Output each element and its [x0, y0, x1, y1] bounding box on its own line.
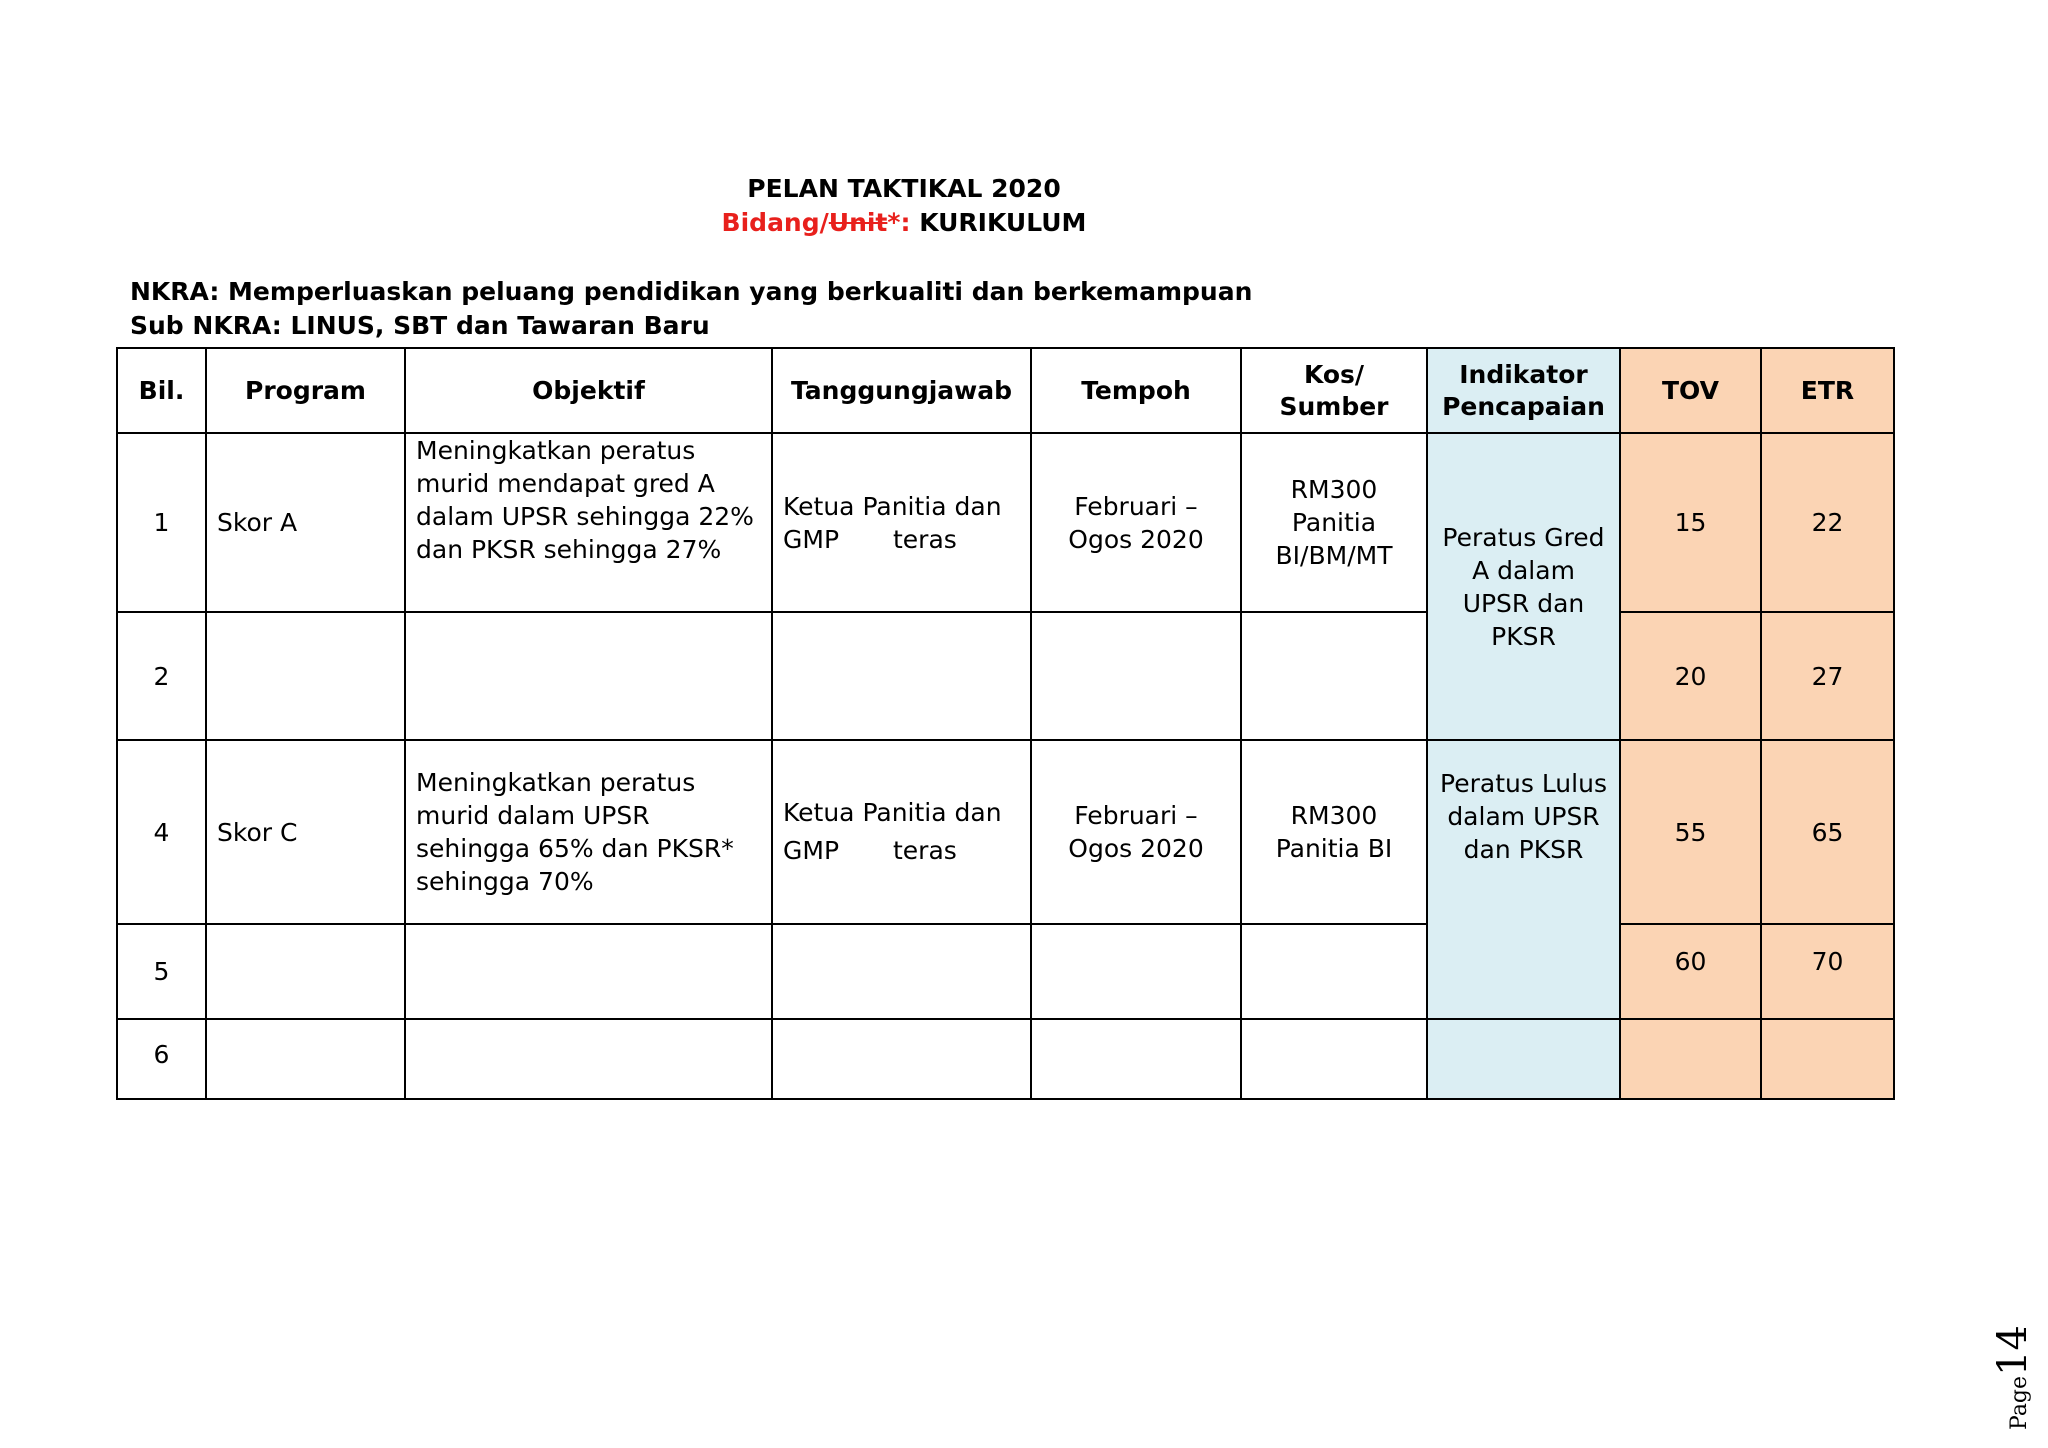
resp-gmp: GMP	[783, 524, 840, 554]
resp-gmp: GMP	[783, 836, 840, 865]
header-kos-sumber	[1241, 348, 1427, 433]
cell-program	[206, 924, 405, 1019]
table-header-row	[117, 348, 1894, 433]
table-row	[117, 612, 1894, 740]
cell-objektif	[405, 924, 772, 1019]
subtitle-value: KURIKULUM	[919, 208, 1087, 237]
cell-tempoh: Februari – Ogos 2020	[1031, 433, 1241, 612]
cell-tanggungjawab	[772, 924, 1031, 1019]
cell-tanggungjawab	[772, 612, 1031, 740]
table-row	[117, 924, 1894, 1019]
cell-bil: 6	[117, 1019, 206, 1099]
nkra-block	[130, 275, 1252, 343]
cell-tempoh	[1031, 924, 1241, 1019]
cell-kos	[1241, 612, 1427, 740]
header-indikator-line1: Indikator	[1459, 359, 1588, 389]
resp-line1: Ketua Panitia dan	[783, 491, 1002, 521]
cell-bil: 4	[117, 740, 206, 924]
cell-objektif	[405, 612, 772, 740]
cell-program: Skor A	[206, 433, 405, 612]
cell-objektif	[405, 1019, 772, 1099]
cell-objektif: Meningkatkan peratus murid mendapat gred A dalam UPSR sehingga 22% dan PKSR sehingga 27%	[405, 433, 772, 612]
page-number	[1990, 1270, 2036, 1430]
cell-indikator: Peratus Gred A dalam UPSR dan PKSR	[1427, 433, 1620, 740]
cell-tov	[1620, 1019, 1761, 1099]
cell-tanggungjawab	[772, 1019, 1031, 1099]
page-subtitle	[0, 206, 1808, 240]
page-number-value: 14	[1990, 1325, 2036, 1376]
cell-tanggungjawab	[772, 740, 1031, 924]
cell-etr: 65	[1761, 740, 1894, 924]
cell-bil: 5	[117, 924, 206, 1019]
cell-bil: 1	[117, 433, 206, 612]
cell-tov: 20	[1620, 612, 1761, 740]
header-kos-line1: Kos/	[1303, 359, 1365, 389]
cell-tempoh	[1031, 612, 1241, 740]
table-row	[117, 740, 1894, 924]
cell-kos	[1241, 924, 1427, 1019]
cell-bil: 2	[117, 612, 206, 740]
cell-etr	[1761, 1019, 1894, 1099]
cell-kos	[1241, 1019, 1427, 1099]
header-objektif: Objektif	[405, 348, 772, 433]
cell-program: Skor C	[206, 740, 405, 924]
cell-indikator: Peratus Lulus dalam UPSR dan PKSR	[1427, 740, 1620, 1019]
cell-etr: 27	[1761, 612, 1894, 740]
sub-nkra-line: Sub NKRA: LINUS, SBT dan Tawaran Baru	[130, 311, 710, 340]
cell-tanggungjawab	[772, 433, 1031, 612]
header-tempoh: Tempoh	[1031, 348, 1241, 433]
nkra-line: NKRA: Memperluaskan peluang pendidikan yang berkualiti dan berkemampuan	[130, 277, 1253, 306]
cell-objektif: Meningkatkan peratus murid dalam UPSR sehingga 65% dan PKSR* sehingga 70%	[405, 740, 772, 924]
cell-tov: 60	[1620, 924, 1761, 1019]
table-row	[117, 433, 1894, 612]
table-row	[117, 1019, 1894, 1099]
cell-tempoh: Februari – Ogos 2020	[1031, 740, 1241, 924]
subtitle-label-suffix: *:	[887, 208, 911, 237]
header-bil: Bil.	[117, 348, 206, 433]
resp-line1: Ketua Panitia dan	[783, 798, 1002, 827]
resp-teras: teras	[893, 524, 957, 554]
header-tanggungjawab: Tanggungjawab	[772, 348, 1031, 433]
header-etr: ETR	[1761, 348, 1894, 433]
cell-indikator	[1427, 1019, 1620, 1099]
cell-tov: 15	[1620, 433, 1761, 612]
header-indikator	[1427, 348, 1620, 433]
title-block	[0, 172, 1808, 240]
subtitle-label-prefix: Bidang/	[721, 208, 829, 237]
cell-tov: 55	[1620, 740, 1761, 924]
page-title: PELAN TAKTIKAL 2020	[747, 174, 1061, 203]
cell-etr: 70	[1761, 924, 1894, 1019]
cell-program	[206, 612, 405, 740]
subtitle-label-struck: Unit	[828, 208, 888, 237]
cell-etr: 22	[1761, 433, 1894, 612]
page-label: Page	[2007, 1375, 2032, 1430]
header-program: Program	[206, 348, 405, 433]
resp-teras: teras	[893, 836, 957, 865]
cell-kos: RM300 Panitia BI	[1241, 740, 1427, 924]
header-tov: TOV	[1620, 348, 1761, 433]
cell-program	[206, 1019, 405, 1099]
cell-tempoh	[1031, 1019, 1241, 1099]
tactical-plan-table	[116, 347, 1895, 1100]
header-indikator-line2: Pencapaian	[1442, 391, 1605, 421]
cell-kos: RM300 Panitia BI/BM/MT	[1241, 433, 1427, 612]
header-kos-line2: Sumber	[1279, 391, 1389, 421]
